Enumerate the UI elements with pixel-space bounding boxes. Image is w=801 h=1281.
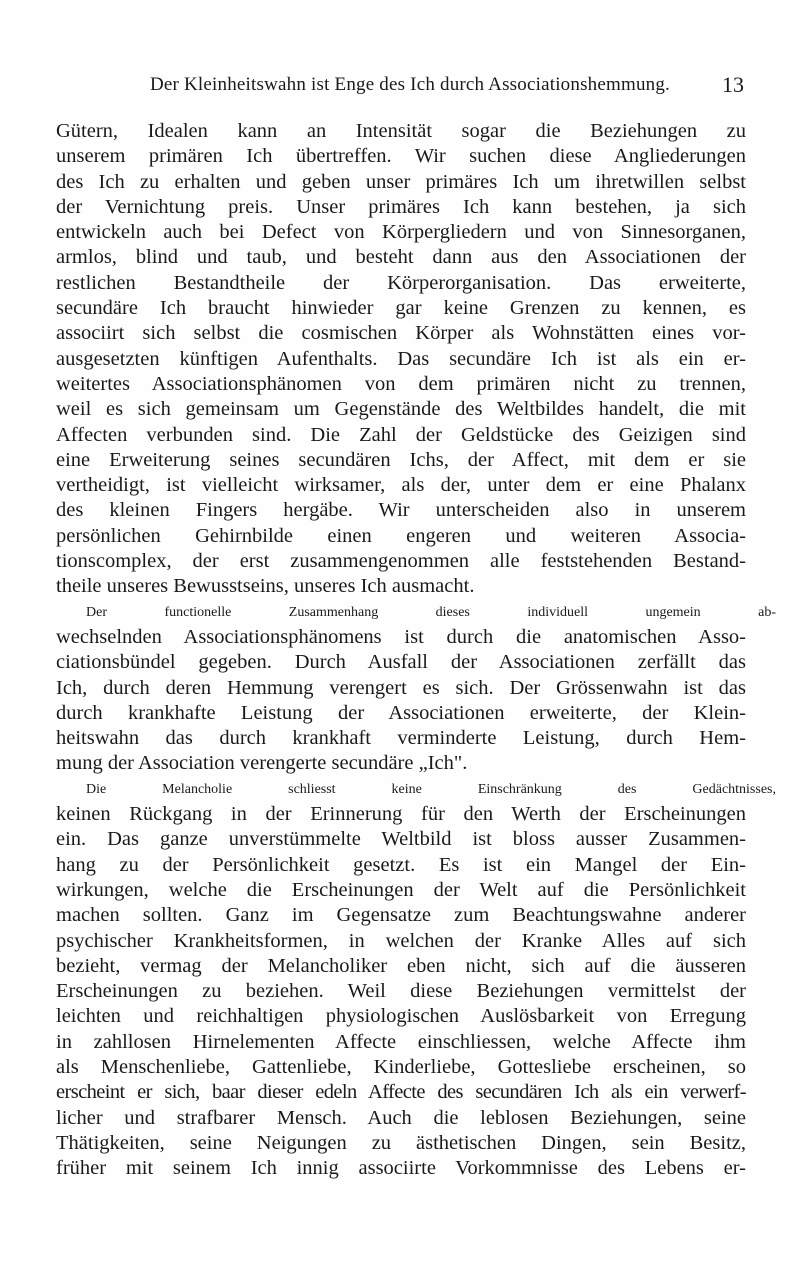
text-line: als Menschenliebe, Gattenliebe, Kinderliebe, Gottesliebe erscheinen, so [56, 1055, 746, 1078]
running-head [120, 72, 744, 102]
text-line: psychischer Krankheitsformen, in welchen der Kranke Alles auf sich [56, 929, 746, 952]
text-line: Die Melancholie schliesst keine Einschränkung des Gedächtnisses, [86, 781, 776, 797]
text-line: theile unseres Bewusstseins, unseres Ich ausmacht. [56, 575, 475, 598]
text-line: weil es sich gemeinsam um Gegenstände des Weltbildes handelt, die mit [56, 398, 746, 421]
text-line: ciationsbündel gegeben. Durch Ausfall der Associationen zerfällt das [56, 651, 746, 674]
text-line: ein. Das ganze unverstümmelte Weltbild ist bloss ausser Zusammen- [56, 828, 746, 851]
text-line: der Vernichtung preis. Unser primäres Ich kann bestehen, ja sich [56, 195, 746, 218]
text-line: Der functionelle Zusammenhang dieses individuell ungemein ab- [86, 604, 776, 620]
text-line: Gütern, Idealen kann an Intensität sogar die Beziehungen zu [56, 120, 746, 142]
text-line: secundäre Ich braucht hinwieder gar keine Grenzen zu kennen, es [56, 297, 746, 320]
text-line: hang zu der Persönlichkeit gesetzt. Es ist ein Mangel der Ein- [56, 853, 746, 876]
text-line: wirkungen, welche die Erscheinungen der Welt auf die Persönlichkeit [56, 878, 746, 901]
text-line: weitertes Associationsphänomen von dem primären nicht zu trennen, [56, 372, 746, 395]
text-body [56, 119, 776, 1181]
text-line: erscheint er sich, baar dieser edeln Affecte des secundären Ich als ein verwerf- [56, 1081, 746, 1104]
text-line: eine Erweiterung seines secundären Ichs, der Affect, mit dem er sie [56, 448, 746, 471]
text-line: persönlichen Gehirnbilde einen engeren und weiteren Associa- [56, 524, 746, 547]
text-line: Affecten verbunden sind. Die Zahl der Geldstücke des Geizigen sind [56, 423, 746, 446]
text-line: tionscomplex, der erst zusammengenommen alle feststehenden Bestand- [56, 550, 746, 573]
text-line: durch krankhafte Leistung der Associationen erweiterte, der Klein- [56, 701, 746, 724]
text-line: keinen Rückgang in der Erinnerung für den Werth der Erscheinungen [56, 803, 746, 826]
text-line: mung der Association verengerte secundäre „Ich". [56, 752, 468, 775]
text-line: wechselnden Associationsphänomens ist durch die anatomischen Asso- [56, 625, 746, 648]
text-line: restlichen Bestandtheile der Körperorganisation. Das erweiterte, [56, 271, 746, 294]
text-line: Erscheinungen zu beziehen. Weil diese Beziehungen vermittelst der [56, 980, 746, 1003]
text-line: des kleinen Fingers hergäbe. Wir unterscheiden also in unserem [56, 499, 746, 522]
text-line: in zahllosen Hirnelementen Affecte einschliessen, welche Affecte ihm [56, 1030, 746, 1053]
text-line: leichten und reichhaltigen physiologischen Auslösbarkeit von Erregung [56, 1005, 746, 1028]
text-line: des Ich zu erhalten und geben unser primäres Ich um ihretwillen selbst [56, 170, 746, 193]
text-line: früher mit seinem Ich innig associirte Vorkommnisse des Lebens er- [56, 1157, 746, 1180]
running-title: Der Kleinheitswahn ist Enge des Ich durch Associationshemmung. [149, 74, 671, 95]
text-line: licher und strafbarer Mensch. Auch die leblosen Beziehungen, seine [56, 1106, 746, 1129]
text-line: machen sollten. Ganz im Gegensatze zum Beachtungswahne anderer [56, 904, 746, 927]
text-line: unserem primären Ich übertreffen. Wir suchen diese Angliederungen [56, 145, 746, 168]
text-line: Thätigkeiten, seine Neigungen zu ästhetischen Dingen, sein Besitz, [56, 1131, 746, 1154]
text-line: Ich, durch deren Hemmung verengert es sich. Der Grössenwahn ist das [56, 676, 746, 699]
page-number: 13 [722, 72, 744, 97]
text-line: associirt sich selbst die cosmischen Körper als Wohnstätten eines vor- [56, 322, 746, 345]
text-line: entwickeln auch bei Defect von Körpergliedern und von Sinnesorganen, [56, 221, 746, 244]
text-line: bezieht, vermag der Melancholiker eben nicht, sich auf die äusseren [56, 954, 746, 977]
text-line: heitswahn das durch krankhaft verminderte Leistung, durch Hem- [56, 727, 746, 750]
text-line: armlos, blind und taub, und besteht dann aus den Associationen der [56, 246, 746, 269]
text-line: ausgesetzten künftigen Aufenthalts. Das secundäre Ich ist als ein er- [56, 347, 746, 370]
text-line: vertheidigt, ist vielleicht wirksamer, als der, unter dem er eine Phalanx [56, 474, 746, 497]
